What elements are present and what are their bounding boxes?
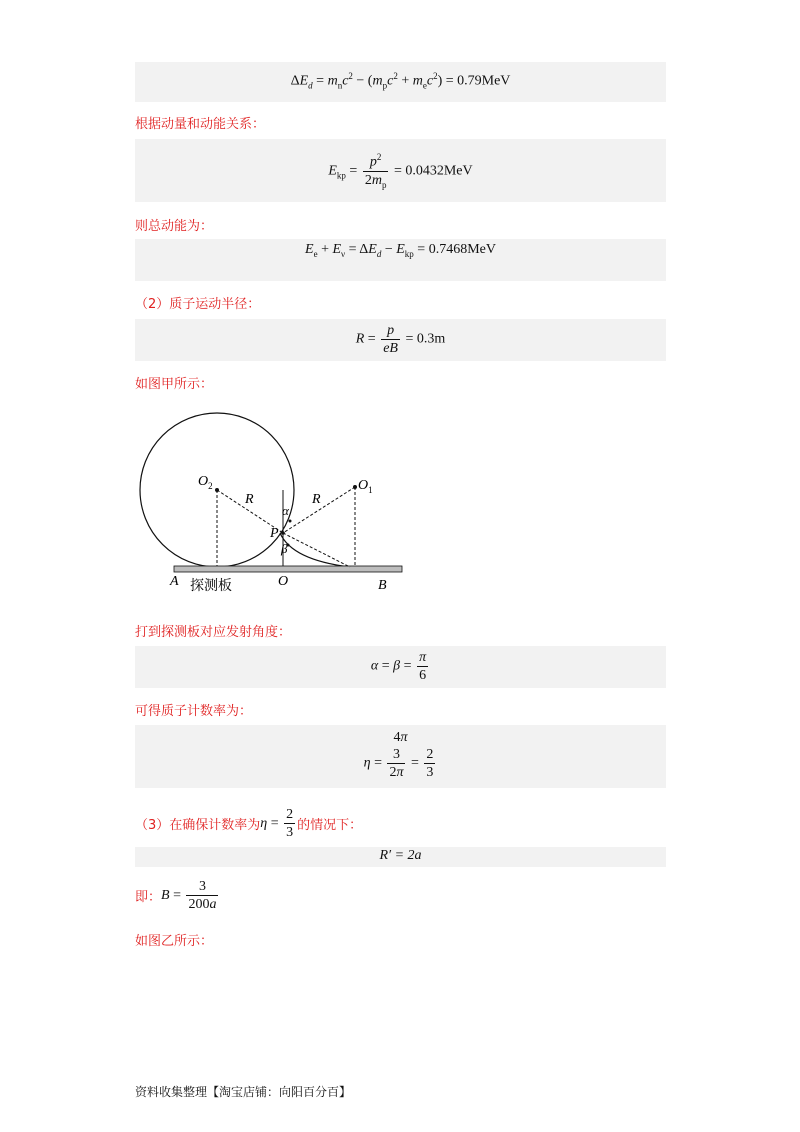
- center-point-o2: [215, 488, 219, 492]
- equation-kinetic-energy: $E_{kp}$ = $\frac{p^2}{2m_p}$ = 0.0432MeV: [135, 149, 666, 193]
- caption-that-is: 即：B = $\frac{3}{200a}$: [135, 879, 217, 912]
- caption-proton-radius: （2）质子运动半径：: [135, 297, 261, 312]
- equation-angle: α = β = $\frac{\pi}{6}$: [370, 650, 427, 683]
- alpha-dot: [289, 520, 292, 523]
- equation-count-rate: 4π η = $\frac{3}{2\pi}$ = $\frac{2}{3}$: [363, 730, 434, 780]
- center-point-o1: [353, 485, 357, 489]
- equation-mass-defect-value: = 0.79MeV: [445, 73, 511, 89]
- label-plate: 探测板: [190, 578, 232, 594]
- caption-figure-a: 如图甲所示：: [135, 377, 214, 392]
- page-footer: 资料收集整理【淘宝店铺：向阳百分百】: [135, 1085, 352, 1099]
- caption-total-kinetic: 则总动能为：: [135, 219, 214, 234]
- equation-box-total-kinetic: [135, 239, 666, 281]
- label-p: P: [270, 526, 279, 541]
- proton-arc-right: [280, 533, 350, 567]
- equation-box-count-rate: [135, 725, 666, 788]
- equation-kinetic-energy-value: = 0.0432MeV: [393, 163, 473, 179]
- equation-total-kinetic: $E_e + E_\nu = \Delta E_d - E_{kp} = 0.7468MeV$: [305, 242, 496, 259]
- equation-radius-value: = 0.3m: [405, 331, 446, 347]
- caption-ensure-rate-pre: （3）在确保计数率为: [135, 818, 261, 833]
- equation-mass-defect: $\Delta E_d = m_nc^2 - (m_pc^2 + m_ec^2) = 0.79MeV$: [290, 71, 511, 91]
- caption-ensure-rate: （3）在确保计数率为η = $\frac{2}{3}$ 的情况下：: [135, 807, 363, 840]
- label-b: B: [378, 578, 387, 593]
- equation-radius: R = $\frac{p}{eB}$ = 0.3m: [355, 323, 446, 356]
- label-r-right: R: [312, 492, 321, 507]
- caption-ensure-rate-post: 的情况下：: [297, 818, 363, 833]
- label-o1: $O_1$: [358, 478, 373, 495]
- label-beta: β: [281, 541, 288, 556]
- label-alpha: α: [282, 503, 289, 518]
- equation-new-radius: R′ = 2a: [379, 848, 422, 863]
- caption-count-rate: 可得质子计数率为：: [135, 704, 253, 719]
- figure-detector-geometry: [130, 405, 420, 600]
- chord-line-pb: [283, 533, 350, 567]
- caption-that-is-label: 即：: [135, 890, 162, 905]
- equation-total-kinetic-value: = 0.7468MeV: [417, 242, 496, 257]
- label-o2: $O_2$: [198, 474, 213, 491]
- label-o: O: [278, 574, 289, 589]
- equation-box-mass-defect: [135, 62, 666, 102]
- equation-box-kinetic-energy: [135, 139, 666, 202]
- caption-emission-angle: 打到探测板对应发射角度：: [135, 625, 292, 640]
- caption-figure-b: 如图乙所示：: [135, 934, 214, 949]
- equation-box-new-radius: [135, 847, 666, 867]
- equation-box-angle: [135, 646, 666, 688]
- label-a: A: [170, 574, 179, 589]
- label-r-left: R: [245, 492, 254, 507]
- equation-box-radius: [135, 319, 666, 361]
- caption-momentum-energy: 根据动量和动能关系：: [135, 117, 266, 132]
- detector-plate: [174, 566, 402, 572]
- point-p: [281, 531, 285, 535]
